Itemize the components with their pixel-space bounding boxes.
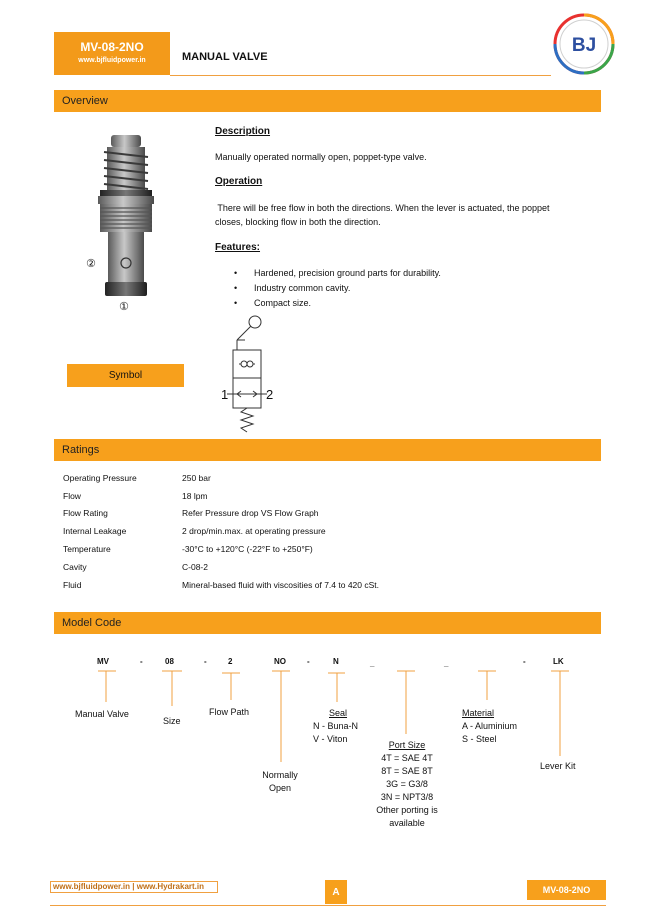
rating-label: Cavity — [63, 562, 87, 572]
port-option: available — [389, 818, 425, 828]
rating-value: -30°C to +120°C (-22°F to +250°F) — [182, 544, 313, 554]
list-item: • Compact size. — [234, 296, 441, 311]
code-dash: - — [204, 657, 207, 666]
seal-option: V - Viton — [313, 734, 348, 744]
page-title: MANUAL VALVE — [182, 51, 268, 63]
port-option: 8T = SAE 8T — [381, 766, 433, 776]
code-n: N — [333, 657, 339, 666]
header-website[interactable]: www.bjfluidpower.in — [78, 57, 146, 64]
port-option: Other porting is — [376, 805, 438, 815]
seal-option: N - Buna-N — [313, 721, 359, 731]
port-option: 4T = SAE 4T — [381, 753, 433, 763]
bj-logo — [552, 12, 616, 76]
symbol-port-2: 2 — [266, 387, 274, 402]
material-heading: Material — [462, 708, 495, 718]
label-open: Open — [268, 783, 292, 793]
rating-label: Operating Pressure — [63, 473, 137, 483]
material-option: A - Aluminium — [462, 721, 518, 731]
port-option: 3N = NPT3/8 — [380, 792, 434, 802]
description-text: Manually operated normally open, poppet-type valve. — [215, 152, 427, 162]
operation-text-line-2: closes, blocking flow in both the direction. — [215, 217, 381, 227]
header-divider — [170, 75, 551, 76]
footer-revision: A — [325, 880, 347, 904]
code-blank: _ — [370, 659, 375, 668]
material-option: S - Steel — [462, 734, 497, 744]
code-no: NO — [274, 657, 286, 666]
rating-value: 2 drop/min.max. at operating pressure — [182, 526, 326, 536]
label-normally-open — [258, 769, 302, 795]
rating-value: C-08-2 — [182, 562, 208, 572]
label-normally: Normally — [262, 770, 298, 780]
footer-links[interactable]: www.bjfluidpower.in | www.Hydrakart.in — [50, 881, 218, 893]
symbol-port-1: 1 — [221, 387, 229, 402]
footer-code: MV-08-2NO — [527, 880, 606, 900]
code-dash: - — [307, 657, 310, 666]
rating-label: Flow Rating — [63, 508, 108, 518]
header-code: MV-08-2NO — [80, 40, 144, 54]
label-manual-valve: Manual Valve — [75, 709, 129, 719]
valve-image — [86, 130, 166, 315]
port-2-label: ② — [86, 258, 96, 270]
code-08: 08 — [165, 657, 174, 666]
rating-label: Fluid — [63, 580, 82, 590]
operation-heading: Operation — [215, 176, 263, 187]
seal-heading: Seal — [329, 708, 348, 718]
list-item: • Industry common cavity. — [234, 281, 441, 296]
list-item: • Hardened, precision ground parts for durability. — [234, 266, 441, 281]
section-model-code: Model Code — [54, 612, 601, 634]
model-code-box — [54, 32, 170, 75]
symbol-label-box: Symbol — [67, 364, 184, 387]
operation-text-line-1: There will be free flow in both the directions. When the lever is actuated, the poppet — [215, 203, 550, 213]
rating-value: 250 bar — [182, 473, 211, 483]
footer-divider — [50, 905, 606, 906]
label-material-group — [462, 707, 517, 746]
rating-label: Flow — [63, 491, 81, 501]
label-size: Size — [163, 716, 181, 726]
label-flow-path: Flow Path — [209, 707, 250, 717]
code-lk: LK — [553, 657, 564, 666]
section-overview: Overview — [54, 90, 601, 112]
port-1-label: ① — [119, 301, 129, 313]
description-heading: Description — [215, 126, 271, 137]
port-size-heading: Port Size — [388, 740, 426, 750]
label-seal-group — [313, 707, 358, 746]
port-option: 3G = G3/8 — [386, 779, 428, 789]
section-ratings: Ratings — [54, 439, 601, 461]
logo-text: BJ — [571, 35, 597, 56]
label-lever-kit: Lever Kit — [540, 761, 576, 771]
rating-value: Refer Pressure drop VS Flow Graph — [182, 508, 319, 518]
rating-label: Temperature — [63, 544, 111, 554]
label-port-size-group — [368, 739, 446, 830]
features-list — [234, 266, 441, 311]
code-dash: - — [523, 657, 526, 666]
features-heading: Features: — [215, 242, 261, 253]
code-2: 2 — [228, 657, 233, 666]
rating-value: 18 lpm — [182, 491, 208, 501]
rating-label: Internal Leakage — [63, 526, 127, 536]
hydraulic-symbol — [215, 312, 285, 437]
code-blank: _ — [444, 659, 449, 668]
code-dash: - — [140, 657, 143, 666]
rating-value: Mineral-based fluid with viscosities of 7.4 to 420 cSt. — [182, 580, 380, 590]
code-mv: MV — [97, 657, 109, 666]
